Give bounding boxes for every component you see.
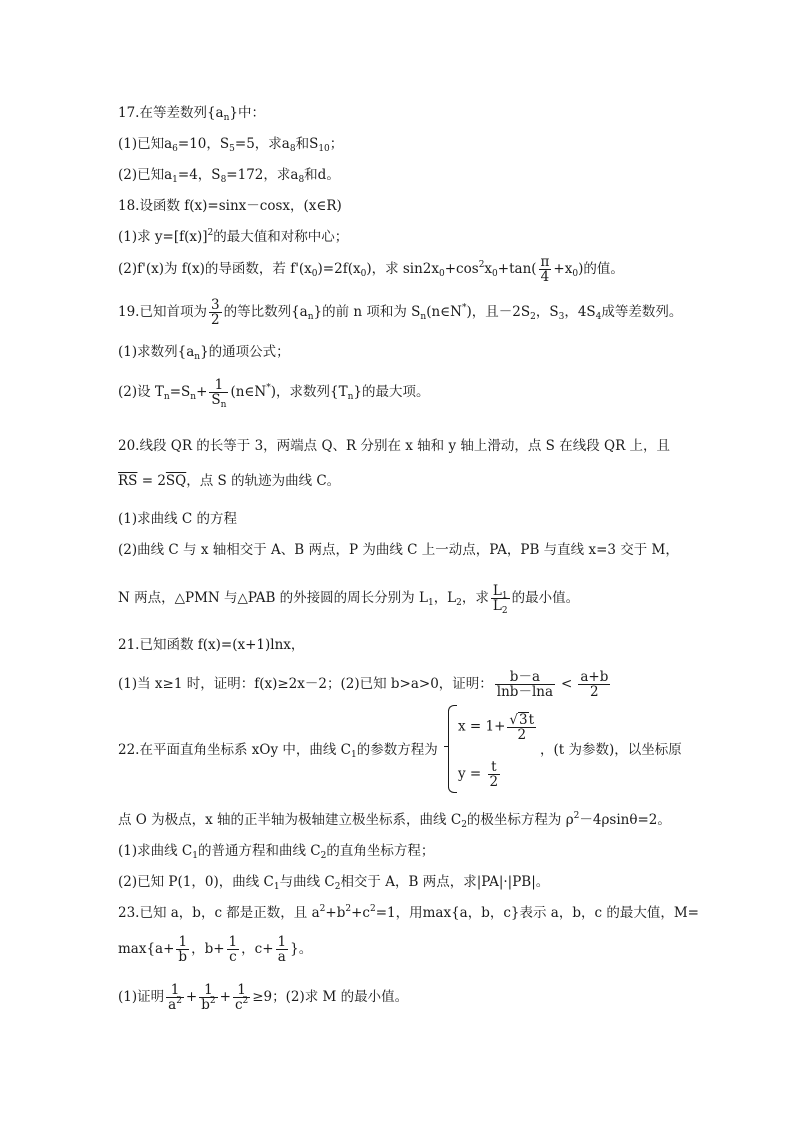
three-halves-fraction: $\frac{3}{2}$ (210, 297, 220, 329)
q19-title: 19.已知首项为 $\frac{3}{2}$ 的等比数列$\{a_n\}$的前 n 项和为 $S_n(n\in N^*)$，且$-2S_2$，$S_3$，$4S_4$成等差数列。 (118, 297, 683, 329)
q20-line1: 20.线段 QR 的长等于 3，两端点 Q、R 分别在 x 轴和 y 轴上滑动，点 S 在线段 QR 上，且 (118, 438, 671, 454)
q19-part1: (1)求数列$\{a_n\}$的通项公式； (118, 344, 290, 362)
one-over-sn-fraction: $\frac{1}{S_n}$ (211, 377, 227, 411)
q17-part1: (1)已知$a_6=10$，$S_5=5$，求$a_8$和$S_{10}$； (118, 136, 344, 154)
q20-part2-cont: N 两点，△PMN 与△PAB 的外接圆的周长分别为 $L_1$，$L_2$，求 $\frac{L_1}{L_2}$ 的最小值。 (118, 583, 580, 617)
q20-part2: (2)曲线 C 与 x 轴相交于 A、B 两点，P 为曲线 C 上一动点，PA，PB 与直线 x=3 交于 M， (118, 542, 679, 558)
vector-rs: $\overline{RS}$ (118, 473, 138, 489)
q20-line2: $\overline{RS} = 2\overline{SQ}$，点 S 的轨迹为曲线 C。 (118, 473, 341, 489)
q23-line1: 23.已知 a，b，c 都是正数，且 $a^2+b^2+c^2=1$，用max{a，b，c}表示 a，b，c 的最大值，M= (118, 904, 699, 921)
q18-part2: (2)f'(x)为 f(x)的导函数，若 $f'(x_0)=2f(x_0)$，求 $\sin 2x_0+\cos^2x_0+\tan$( $\frac{\pi}{4}$ $+x_0$)的值。 (118, 254, 624, 286)
q17-part2: (2)已知$a_1=4$，$S_8=172$，求$a_8$和d。 (118, 167, 340, 185)
q21-title: 21.已知函数 f(x)=(x+1)lnx， (118, 637, 305, 653)
q23-line2: max{a+ $\frac{1}{b}$ ，b+ $\frac{1}{c}$ ，c+ $\frac{1}{a}$ }。 (118, 934, 313, 966)
q22-part1: (1)求曲线 $C_1$的普通方程和曲线 $C_2$的直角坐标方程； (118, 843, 435, 861)
q19-part2: (2)设 $T_n=S_n+$ $\frac{1}{S_n}$ (n∈N*)，求数列$\{T_n\}$的最大项。 (118, 377, 430, 411)
param-eq-x: x = 1+ $\frac{√3t}{2}$ (458, 712, 535, 744)
l1-over-l2-fraction: $\frac{L_1}{L_2}$ (492, 583, 508, 617)
param-eq-y: y = $\frac{t}{2}$ (458, 759, 499, 791)
q22-part2: (2)已知 P(1，0)，曲线 $C_1$与曲线 $C_2$相交于 A，B 两点，求|PA|·|PB|。 (118, 874, 550, 892)
log-mean-fraction: $\frac{b-a}{\ln b-\ln a}$ (496, 669, 554, 701)
q18-part1: (1)求 $y=[f(x)]^2$的最大值和对称中心； (118, 228, 349, 245)
system-brace (448, 705, 457, 793)
q23-line3: (1)证明 $\frac{1}{a^2}$ + $\frac{1}{b^2}$ + $\frac{1}{c^2}$ ≥9；(2)求 M 的最小值。 (118, 982, 409, 1014)
q21-parts: (1)当 x≥1 时，证明：f(x)≥2x－2；(2)已知 b>a>0，证明： $\frac{b-a}{\ln b-\ln a}$ < $\frac{a+b}{2}$ (118, 669, 609, 701)
q22-title: 22.在平面直角坐标系 xOy 中，曲线 $C_1$的参数方程为 (118, 742, 438, 760)
pi-over-4-fraction: $\frac{\pi}{4}$ (540, 254, 550, 286)
arith-mean-fraction: $\frac{a+b}{2}$ (580, 669, 609, 701)
q22-line2: 点 O 为极点，x 轴的正半轴为极轴建立极坐标系，曲线 $C_2$的极坐标方程为 $\rho^2-4\rho\sin\theta=2$。 (118, 811, 671, 830)
q17-title: 17.在等差数列$\{a_n\}$中： (118, 105, 265, 123)
q22-title-cont: ，(t 为参数)，以坐标原 (540, 742, 682, 758)
q20-part1: (1)求曲线 C 的方程 (118, 511, 238, 527)
vector-sq: $\overline{SQ}$ (165, 473, 187, 489)
q18-title: 18.设函数 f(x)=sinx－cosx，(x∈R) (118, 198, 342, 214)
